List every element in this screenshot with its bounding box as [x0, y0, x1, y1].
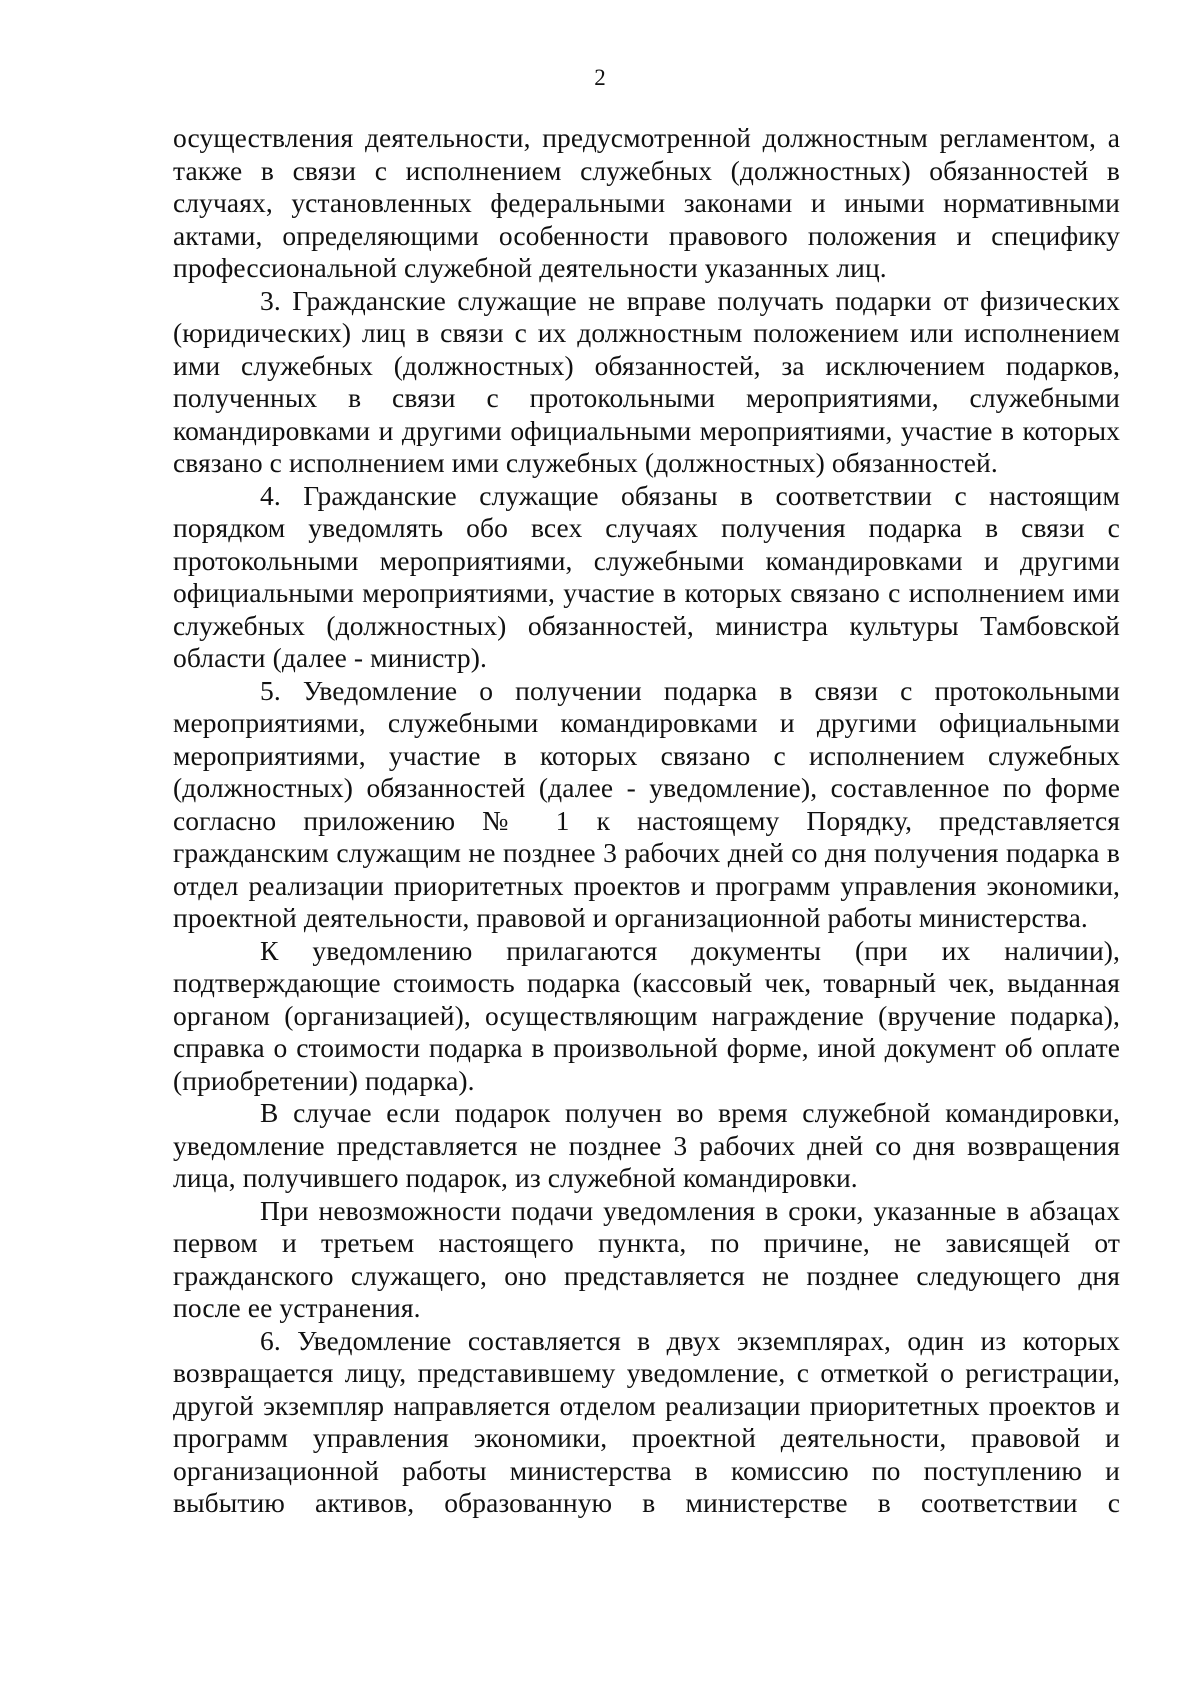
paragraph-impossibility: При невозможности подачи уведомления в сроки, указанные в абзацах первом и третьем настоящего пункта, по причине, не зависящей от гражданского служащего, оно представляется не позднее следующего дня после ее устранения.: [173, 1194, 1120, 1323]
paragraph-item-3: 3. Гражданские служащие не вправе получать подарки от физических (юридических) лиц в связи с их должностным положением или исполнением ими служебных (должностных) обязанностей, за исключением подарков, полученных в связи с протокольными мероприятиями, служебными командировками и другими официальными мероприятиями, участие в которых связано с исполнением ими служебных (должностных) обязанностей.: [173, 284, 1120, 478]
paragraph-item-5: 5. Уведомление о получении подарка в связи с протокольными мероприятиями, служебными командировками и другими официальными мероприятиями, участие в которых связано с исполнением служебных (должностных) обязанностей (далее - уведомление), составленное по форме согласно приложению № 1 к настоящему Порядку, представляется гражданским служащим не позднее 3 рабочих дней со дня получения подарка в отдел реализации приоритетных проектов и программ управления экономики, проектной деятельности, правовой и организационной работы министерства.: [173, 674, 1120, 933]
paragraph-item-4: 4. Гражданские служащие обязаны в соответствии с настоящим порядком уведомлять обо всех случаях получения подарка в связи с протокольными мероприятиями, служебными командировками и другими официальными мероприятиями, участие в которых связано с исполнением ими служебных (должностных) обязанностей, министра культуры Тамбовской области (далее - министр).: [173, 479, 1120, 673]
paragraph-item-6: 6. Уведомление составляется в двух экземплярах, один из которых возвращается лицу, представившему уведомление, с отметкой о регистрации, другой экземпляр направляется отделом реализации приоритетных проектов и программ управления экономики, проектной деятельности, правовой и организационной работы министерства в комиссию по поступлению и выбытию активов, образованную в министерстве в соответствии с: [173, 1324, 1120, 1518]
paragraph-attachments: К уведомлению прилагаются документы (при их наличии), подтверждающие стоимость подарка (кассовый чек, товарный чек, выданная органом (организацией), осуществляющим награждение (вручение подарка), справка о стоимости подарка в произвольной форме, иной документ об оплате (приобретении) подарка).: [173, 934, 1120, 1096]
paragraph-continuation: осуществления деятельности, предусмотренной должностным регламентом, а также в связи с исполнением служебных (должностных) обязанностей в случаях, установленных федеральными законами и иными нормативными актами, определяющими особенности правового положения и специфику профессиональной служебной деятельности указанных лиц.: [173, 122, 1120, 283]
page-number: 2: [594, 65, 606, 90]
document-body: [173, 122, 1120, 1520]
paragraph-business-trip: В случае если подарок получен во время служебной командировки, уведомление представляется не позднее 3 рабочих дней со дня возвращения лица, получившего подарок, из служебной командировки.: [173, 1097, 1120, 1193]
